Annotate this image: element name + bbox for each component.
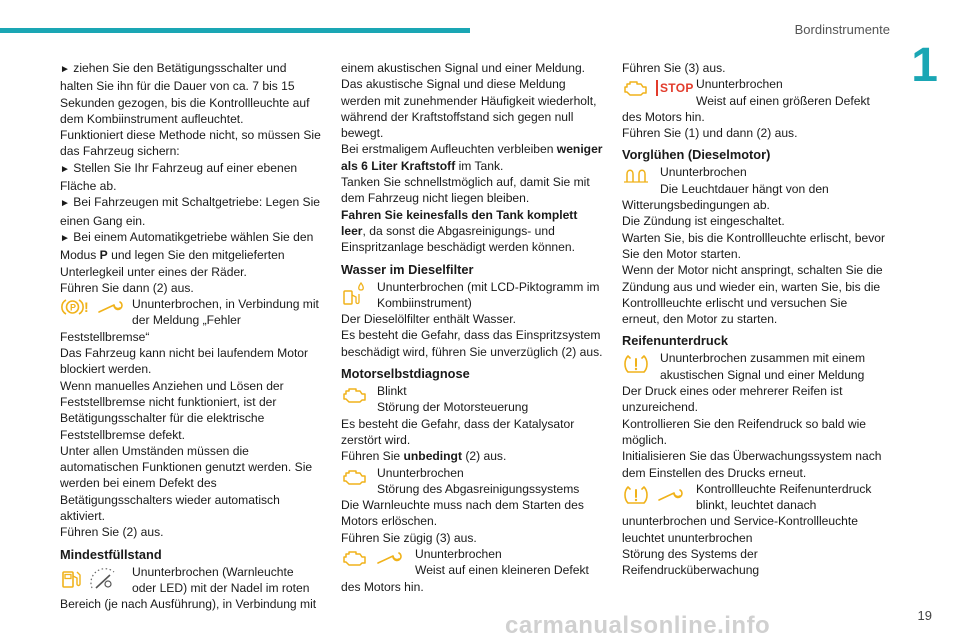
paragraph: Tanken Sie schnellstmöglich auf, damit Sie mit dem Fahrzeug nicht liegen bleiben.: [341, 175, 590, 206]
watermark: carmanualsonline.info: [505, 612, 771, 639]
water-in-diesel-filter-icon: [341, 281, 367, 307]
chapter-number: 1: [911, 39, 938, 92]
chapter-title: Bordinstrumente: [794, 22, 890, 37]
fuel-level-block: Ununterbrochen (Warnleuchte oder LED) mit der Nadel im roten: [60, 564, 322, 597]
paragraph: Wenn der Motor nicht anspringt, schalten Sie die Zündung aus und wieder ein, warten Sie, bis die Kontrollleuchte erlischt und versuchen Sie erneut, den Motor zu starten.: [622, 263, 883, 327]
paragraph: Führen Sie (1) und dann (2) aus.: [622, 126, 798, 141]
engine-minor-fault-block: Ununterbrochen Weist auf einen kleineren Defekt: [341, 546, 605, 579]
water-in-filter-block: Ununterbrochen (mit LCD-Piktogramm im Kombiinstrument): [341, 279, 605, 312]
paragraph: Es besteht die Gefahr, dass der Katalysator zerstört wird.: [341, 416, 575, 447]
paragraph: Initialisieren Sie das Überwachungssystem nach dem Einstellen des Drucks erneut.: [622, 449, 882, 480]
paragraph: ► ziehen Sie den Betätigungsschalter und halten Sie ihn für die Dauer von ca. 7 bis 15 Sekunden gezogen, bis die Kontrollleuchte auf dem Kombiinstrument aufleuchtet.: [60, 61, 310, 126]
paragraph: des Motors hin.: [341, 579, 424, 594]
header-accent-bar: [0, 28, 470, 33]
bullet-arrow-icon: ►: [60, 64, 70, 75]
section-heading-tyre: Reifenunterdruck: [622, 333, 728, 349]
column-2: [341, 60, 605, 595]
page-number: 19: [917, 608, 932, 623]
paragraph: Das Fahrzeug kann nicht bei laufendem Motor blockiert werden.: [60, 346, 309, 377]
fuel-pump-icon: [60, 568, 82, 590]
paragraph: Bereich (je nach Ausführung), in Verbindung mit: [60, 597, 317, 612]
engine-diag-steady-block: Ununterbrochen Störung des Abgasreinigungssystems: [341, 465, 605, 498]
section-heading-glow: Vorglühen (Dieselmotor): [622, 147, 771, 163]
paragraph: Funktioniert diese Methode nicht, so müssen Sie das Fahrzeug sichern:: [60, 128, 321, 159]
stop-warning-icon: STOP: [656, 80, 694, 96]
glow-plug-icon: [622, 166, 650, 184]
paragraph: Störung des Systems der Reifendrucküberwachung: [622, 547, 760, 578]
paragraph: Führen Sie zügig (3) aus.: [341, 530, 477, 545]
paragraph: Der Druck eines oder mehrerer Reifen ist unzureichend.: [622, 384, 843, 415]
tyre-pressure-fault-block: Kontrollleuchte Reifenunterdruck blinkt, leuchtet danach: [622, 481, 886, 514]
paragraph: Bei erstmaligem Aufleuchten verbleiben weniger als 6 Liter Kraftstoff im Tank.: [341, 142, 603, 173]
svg-text:P: P: [70, 302, 77, 313]
paragraph: Feststellbremse“: [60, 329, 150, 344]
paragraph: Führen Sie (3) aus.: [622, 61, 726, 75]
paragraph: Führen Sie unbedingt (2) aus.: [341, 449, 507, 464]
paragraph: Unter allen Umständen müssen die automatischen Funktionen genutzt werden. Sie werden bei einem Defekt des Betätigungsschalters wieder automatisch aktiviert.: [60, 443, 313, 524]
paragraph: Warten Sie, bis die Kontrollleuchte erlischt, bevor Sie den Motor starten.: [622, 230, 886, 261]
fuel-gauge-needle-icon: [88, 566, 118, 592]
section-heading-diagnosis: Motorselbstdiagnose: [341, 366, 470, 382]
paragraph: Es besteht die Gefahr, dass das Einspritzsystem beschädigt wird, führen Sie unverzüglich (2) aus.: [341, 328, 603, 359]
parking-brake-fault-icon: [60, 298, 90, 316]
paragraph: Die Warnleuchte muss nach dem Starten des Motors erlöschen.: [341, 498, 584, 529]
paragraph: Die Zündung ist eingeschaltet.: [622, 214, 785, 229]
engine-check-icon: [341, 548, 369, 568]
tyre-pressure-warning-icon: [622, 352, 650, 376]
paragraph: Der Dieselölfilter enthält Wasser.: [341, 312, 516, 327]
paragraph: Fahren Sie keinesfalls den Tank komplett leer, da sonst die Abgasreinigungs- und Einspritzanlage beschädigt werden können.: [341, 207, 578, 255]
glow-plug-block: Ununterbrochen Die Leuchtdauer hängt von den: [622, 164, 886, 197]
tyre-pressure-warning-icon: [622, 483, 650, 507]
paragraph: ► Bei Fahrzeugen mit Schaltgetriebe: Legen Sie einen Gang ein.: [60, 195, 321, 228]
column-1: [60, 60, 322, 613]
paragraph: Kontrollieren Sie den Reifendruck so bald wie möglich.: [622, 416, 867, 447]
wrench-icon: [96, 299, 124, 315]
section-heading-water: Wasser im Dieselfilter: [341, 261, 474, 277]
brake-fault-block: P ! Ununterbrochen, in Verbindung mit der Meldung „Fehler: [60, 296, 322, 329]
tyre-pressure-block: Ununterbrochen zusammen mit einem akustischen Signal und einer Meldung: [622, 350, 886, 383]
paragraph: Führen Sie (2) aus.: [60, 525, 164, 540]
bullet-arrow-icon: ►: [60, 198, 70, 210]
section-heading-fuel: Mindestfüllstand: [60, 546, 162, 562]
bullet-arrow-icon: ►: [60, 163, 70, 175]
wrench-icon: [656, 487, 684, 503]
wrench-icon: [375, 550, 403, 566]
paragraph: ► Stellen Sie Ihr Fahrzeug auf einer ebenen Fläche ab.: [60, 160, 298, 194]
engine-diag-blink-block: Blinkt Störung der Motorsteuerung: [341, 383, 605, 416]
engine-check-icon: [341, 385, 369, 405]
paragraph: Führen Sie dann (2) aus.: [60, 280, 194, 295]
stop-warning-block: STOP Ununterbrochen Weist auf einen größeren Defekt: [622, 76, 886, 109]
engine-check-icon: [341, 467, 369, 487]
paragraph: Das akustische Signal und diese Meldung werden mit zunehmender Häufigkeit wiederholt, während der Kraftstoffstand sich gegen null bewegt.: [341, 77, 597, 141]
paragraph: ► Bei einem Automatikgetriebe wählen Sie den Modus P und legen Sie den mitgelieferten Unterlegkeil unter eines der Räder.: [60, 229, 314, 279]
svg-text:!: !: [84, 299, 89, 316]
bullet-arrow-icon: ►: [60, 232, 70, 244]
paragraph: ununterbrochen und Service-Kontrollleuchte leuchtet ununterbrochen: [622, 514, 858, 545]
paragraph: Wenn manuelles Anziehen und Lösen der Feststellbremse nicht funktioniert, ist der Betätigungsschalter für die elektrische Feststellbremse defekt.: [60, 378, 284, 442]
paragraph: Witterungsbedingungen ab.: [622, 198, 770, 213]
engine-check-icon: [622, 78, 650, 98]
column-3: [622, 60, 886, 579]
paragraph: einem akustischen Signal und einer Meldung.: [341, 61, 586, 75]
paragraph: des Motors hin.: [622, 109, 705, 124]
